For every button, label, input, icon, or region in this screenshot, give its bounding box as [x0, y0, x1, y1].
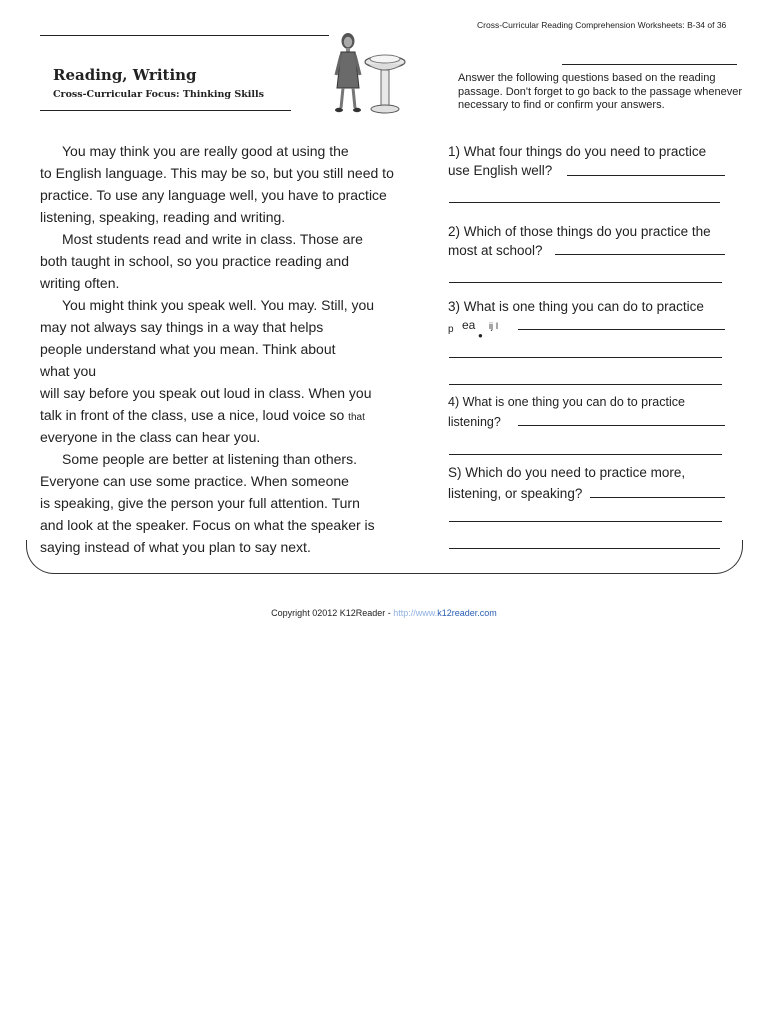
passage-line: may not always say things in a way that helps — [40, 319, 324, 335]
answer-line-5b[interactable] — [449, 521, 722, 522]
answer-line-5a[interactable] — [590, 497, 725, 498]
worksheet-series-header: Cross-Curricular Reading Comprehension Worksheets: B-34 of 36 — [477, 20, 727, 30]
student-at-podium-illustration — [330, 30, 410, 116]
date-line — [562, 64, 737, 65]
answer-line-4b[interactable] — [449, 454, 722, 455]
reading-passage — [40, 140, 430, 558]
passage-line-text: talk in front of the class, use a nice, loud voice so — [40, 407, 345, 423]
passage-line: is speaking, give the person your full attention. Turn — [40, 495, 360, 511]
answer-line-4a[interactable] — [518, 425, 725, 426]
student-icon — [335, 33, 361, 112]
question-4-line2: listening? — [448, 415, 501, 429]
answer-line-1b[interactable] — [449, 202, 720, 203]
title-underline — [40, 110, 291, 111]
dot-mark: ● — [478, 331, 483, 340]
passage-line: everyone in the class can hear you. — [40, 429, 261, 445]
passage-line: Most students read and write in class. Those are — [62, 231, 363, 247]
passage-line: what you — [40, 363, 97, 379]
name-line — [40, 35, 329, 36]
website-link[interactable]: k12reader.com — [437, 608, 497, 618]
answer-line-1a[interactable] — [567, 175, 725, 176]
answer-line-2b[interactable] — [449, 282, 722, 283]
passage-line: listening, speaking, reading and writing. — [40, 209, 286, 225]
passage-line: You might think you speak well. You may. Still, you — [62, 297, 375, 313]
page-title: Reading, Writing — [53, 66, 197, 84]
question-3-fragment: p — [448, 324, 454, 335]
question-4 — [448, 392, 685, 432]
question-3-line1: 3) What is one thing you can do to practice — [448, 299, 704, 314]
instructions: Answer the following questions based on the reading passage. Don't forget to go back to the passage whenever necessary to find or confirm your answers. — [458, 72, 743, 111]
passage-line: will say before you speak out loud in class. When you — [40, 385, 372, 401]
passage-line: practice. To use any language well, you have to practice — [40, 187, 387, 203]
answer-line-3c[interactable] — [449, 384, 722, 385]
question-1-line1: 1) What four things do you need to practice — [448, 144, 707, 159]
passage-line: people understand what you mean. Think about — [40, 341, 336, 357]
passage-line: writing often. — [40, 275, 120, 291]
passage-line: and look at the speaker. Focus on what the speaker is — [40, 517, 375, 533]
passage-line: Some people are better at listening than others. — [62, 451, 357, 467]
question-3-fragment: l — [496, 321, 498, 331]
passage-line: to English language. This may be so, but you still need to — [40, 165, 394, 181]
question-3-fragment: ea — [462, 318, 476, 332]
passage-line-tail: that — [348, 412, 365, 423]
podium-icon — [365, 55, 405, 113]
worksheet-frame-bottom — [26, 540, 743, 574]
question-4-line1: 4) What is one thing you can do to practice — [448, 395, 685, 409]
copyright-text: Copyright 02012 K12Reader - — [271, 608, 394, 618]
question-1-line2: use English well? — [448, 163, 553, 178]
passage-line-with-tail — [40, 404, 430, 426]
page-subtitle: Cross-Curricular Focus: Thinking Skills — [53, 89, 264, 100]
copyright-footer — [0, 608, 768, 618]
answer-line-3b[interactable] — [449, 357, 722, 358]
answer-line-3a[interactable] — [518, 329, 725, 330]
passage-line: You may think you are really good at using the — [62, 143, 349, 159]
question-2-line2: most at school? — [448, 243, 543, 258]
passage-line: Everyone can use some practice. When someone — [40, 473, 349, 489]
answer-line-2a[interactable] — [555, 254, 725, 255]
website-link-prefix[interactable]: http://www. — [393, 608, 438, 618]
question-5-line2: listening, or speaking? — [448, 486, 583, 501]
question-3-line2 — [448, 316, 704, 340]
passage-line: saying instead of what you plan to say next. — [40, 539, 311, 555]
question-2-line1: 2) Which of those things do you practice the — [448, 224, 711, 239]
question-5-line1: S) Which do you need to practice more, — [448, 465, 686, 480]
question-3-fragment: ij — [489, 321, 493, 331]
passage-line: both taught in school, so you practice reading and — [40, 253, 349, 269]
